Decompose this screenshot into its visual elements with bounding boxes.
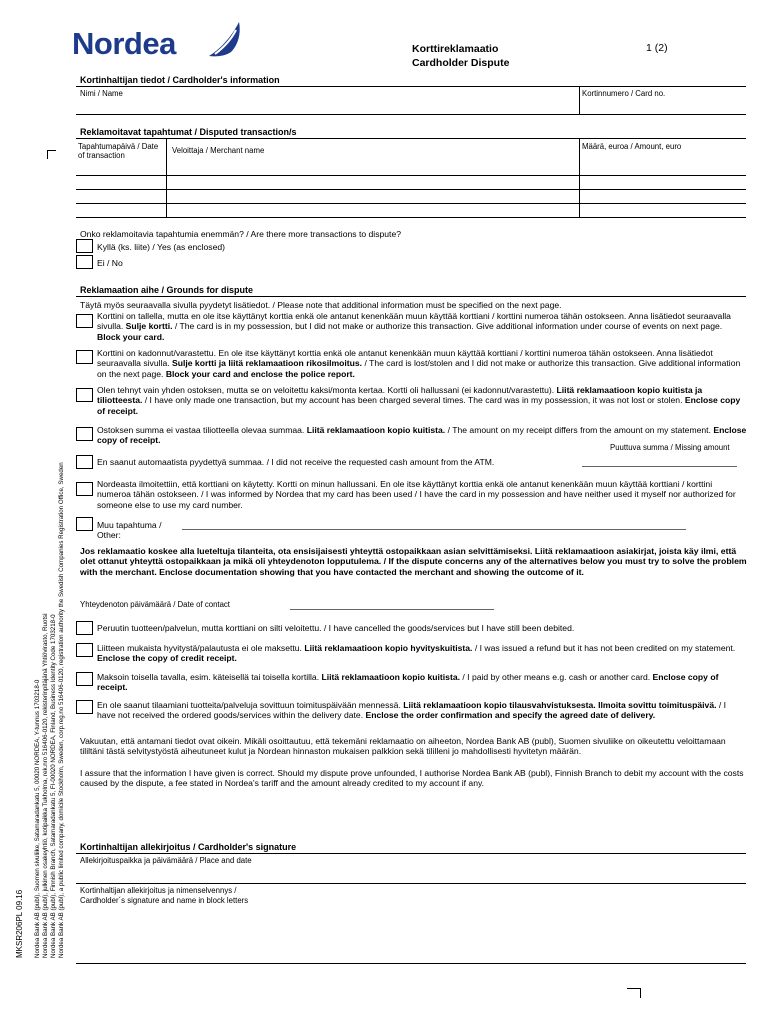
ground-3-text: Olen tehnyt vain yhden ostoksen, mutta se on veloitettu kaksi/monta kertaa. Kortti oli hallussani (ei kadonnut/varastettu). Liitä reklamaatioon kopio kuitista ja tiliotteesta. / I have only made one transaction, but my account has been charged several times. The card was in my possession, it was not lost or stolen. Enclose copy of receipt. [97,385,741,416]
grounds-note: Täytä myös seuraavalla sivulla pyydetyt lisätiedot. / Please note that additional information must be specified on the next page. [80,300,562,310]
place-date-label: Allekirjoituspaikka ja päivämäärä / Place and date [80,856,252,865]
signature-label-2: Cardholder´s signature and name in block letters [80,896,249,905]
ground-1-checkbox[interactable] [76,314,93,328]
transactions-heading: Reklamoitavat tapahtumat / Disputed transaction/s [80,127,297,137]
form-code: MKSR206PL 09.16 [15,889,24,958]
signature-field[interactable] [76,883,746,963]
corner-mark [640,988,641,998]
contact-date-label: Yhteydenoton päivämäärä / Date of contact [80,600,230,609]
contact-date-field[interactable] [290,609,494,610]
missing-amount-field[interactable] [582,466,737,467]
title-en: Cardholder Dispute [412,57,510,69]
rule [76,114,746,115]
declaration-fi: Vakuutan, että antamani tiedot ovat oikein. Mikäli osoittautuu, että tekemäni reklamaatio on aiheeton, Nordea Bank AB (publ), Suomen sivuliike on oikeutettu veloittamaan tililtäni tästä selvitystyöstä aiheutuneet kulut ja Nordean hinnaston mukaisen palkkion sekä tililleni jo mahdollisesti hyvitetyn määrän. [80,736,726,757]
ground-6-checkbox[interactable] [76,482,93,496]
title-fi: Korttireklamaatio [412,43,499,55]
grounds-heading: Reklamaation aihe / Grounds for dispute [80,285,254,295]
ground-1-text: Korttini on tallella, mutta en ole itse käyttänyt korttia enkä ole antanut kenenkään muun käyttää korttiani / korttini numeroa tähän ostokseen. Anna lisätiedot seuraavalla sivulla. Sulje kortti. / The card is in my possession, but I did not make or authorize this transaction. Give additional information under course of events on next page. Block your card. [97,311,731,342]
corner-mark [627,988,641,989]
ground-2-checkbox[interactable] [76,350,93,364]
merchant-4-checkbox[interactable] [76,700,93,714]
rule [76,296,746,297]
merchant-1-checkbox[interactable] [76,621,93,635]
card-number-field[interactable] [579,86,746,114]
sail-logo-icon [205,20,245,60]
col-merchant-label: Veloittaja / Merchant name [172,146,265,155]
ground-2-text: Korttini on kadonnut/varastettu. En ole itse käyttänyt korttia enkä ole antanut kenenkään muun käyttää korttiani / korttini numeroa tähän ostokseen. Anna lisätiedot seuraavalla sivulla. Sulje kortti ja liitä reklamaatioon rikosilmoitus. / The card is lost/stolen and I did not make or authorize this transaction. Give additional information on the next page. Block your card and enclose the police report. [97,348,741,379]
page-number: 1 (2) [646,42,668,54]
rule [76,963,746,964]
missing-amount-label: Puuttuva summa / Missing amount [610,443,730,452]
more-question: Onko reklamoitavia tapahtumia enemmän? / Are there more transactions to dispute? [80,229,402,239]
signature-label-1: Kortinhaltijan allekirjoitus ja nimenselvennys / [80,886,237,895]
ground-4-checkbox[interactable] [76,427,93,441]
merchant-2-text: Liitteen mukaista hyvitystä/palautusta ei ole maksettu. Liitä reklamaatioon kopio hyvityskuitista. / I was issued a refund but it has not been credited on my statement. Enclose the copy of credit receipt. [97,643,736,664]
more-yes-checkbox[interactable] [76,239,93,253]
rule [76,138,746,139]
other-field[interactable] [182,529,686,530]
logo-wordmark: Nordea [72,26,176,61]
name-label: Nimi / Name [80,89,123,98]
sidebar-line-4: Nordea Bank AB (publ), a public limited company, domicile Stockholm, Sweden, corp.reg.no 516406-0120, registration authority the Swedish Companies Registration Office, Sweden [58,462,65,958]
corner-mark [47,150,56,151]
ground-5-checkbox[interactable] [76,455,93,469]
sidebar-line-3: Nordea Bank AB (publ), Finnish Branch, Satamaradankatu 5, FI-00020 NORDEA, Finland, Business Identity Code 1703218-0 [50,614,57,958]
sidebar-line-1: Nordea Bank AB (publ), Suomen sivuliike, Satamaradankatu 5, 00020 NORDEA, Y-tunnus 1703218-0 [34,679,41,958]
card-number-label: Kortinnumero / Card no. [582,89,666,98]
ground-4-text: Ostoksen summa ei vastaa tiliotteella olevaa summaa. Liitä reklamaatioon kopio kuitista. / The amount on my receipt differs from the amount on my statement. Enclose copy of receipt. [97,425,747,446]
form-title [412,42,509,70]
ground-7-text: Muu tapahtuma / Other: [97,520,162,541]
ground-7-checkbox[interactable] [76,517,93,531]
merchant-4-text: En ole saanut tilaamiani tuotteita/palveluja sovittuun toimituspäivään mennessä. Liitä reklamaatioon kopio tilausvahvistuksesta. Ilmoita sovittu toimituspäivä. / I have not received the ordered goods/services within the delivery date. Enclose the order confirmation and specify the agreed date of delivery. [97,700,727,721]
rule [579,86,580,114]
merchant-3-checkbox[interactable] [76,672,93,686]
ground-6-text: Nordeasta ilmoitettiin, että korttiani on käytetty. Kortti on minun hallussani. En ole itse käyttänyt korttia enkä ole antanut kenenkään muun käyttää korttiani / korttini numeroa tähän ostokseen. / I was informed by Nordea that my card has been used / I have the card in my possession and have neither used it myself nor authorized for someone else to use my card number. [97,479,736,510]
more-yes-label: Kyllä (ks. liite) / Yes (as enclosed) [97,242,226,252]
transaction-rows[interactable] [76,175,746,217]
ground-5-text: En saanut automaatista pyydettyä summaa. / I did not receive the requested cash amount from the ATM. [97,457,495,467]
signature-heading: Kortinhaltijan allekirjoitus / Cardholder's signature [80,842,297,852]
rule [76,217,746,218]
merchant-3-text: Maksoin toisella tavalla, esim. käteisellä tai toisella kortilla. Liitä reklamaatioon kopio kuitista. / I paid by other means e.g. cash or another card. Enclose copy of receipt. [97,672,719,693]
name-field[interactable] [76,86,579,114]
col-amount-label: Määrä, euroa / Amount, euro [582,142,682,151]
sidebar-line-2: Nordea Bank AB (publ), julkinen osakeyhtiö, kotipaikka Tukholma, rek.nro 516406-0120, rekisterinpitäjänä Yhtiövirasto, Ruotsi [42,613,49,958]
cardholder-heading: Kortinhaltijan tiedot / Cardholder's information [80,75,280,85]
ground-3-checkbox[interactable] [76,388,93,402]
declaration-en: I assure that the information I have given is correct. Should my dispute prove unfounded, I authorise Nordea Bank AB (publ), Finnish Branch to debit my account with the costs caused by the dispute, a fee stated in Nordea's tariff and the amount already credited to my account if any. [80,768,744,789]
col-date-label: Tapahtumapäivä / Date of transaction [78,142,159,161]
place-date-field[interactable] [76,853,746,883]
merchant-1-text: Peruutin tuotteen/palvelun, mutta korttiani on silti veloitettu. / I have cancelled the goods/services but I have still been debited. [97,623,575,633]
merchant-2-checkbox[interactable] [76,643,93,657]
corner-mark [47,150,48,159]
more-no-checkbox[interactable] [76,255,93,269]
more-no-label: Ei / No [97,258,123,268]
merchant-note: Jos reklamaatio koskee alla lueteltuja tilanteita, ota ensisijaisesti yhteyttä ostopaikkaan asian selvittämiseksi. Liitä reklamaatioon asiakirjat, joista käy ilmi, että olet ottanut yhteyttä ostopaikkaan ja mikä oli yhteydenoton lopputulema. / If the dispute concerns any of the alternatives below you must try to solve the problem with the merchant. Enclose documentation showing that you have contacted the merchant and showing the outcome of it. [80,546,747,577]
